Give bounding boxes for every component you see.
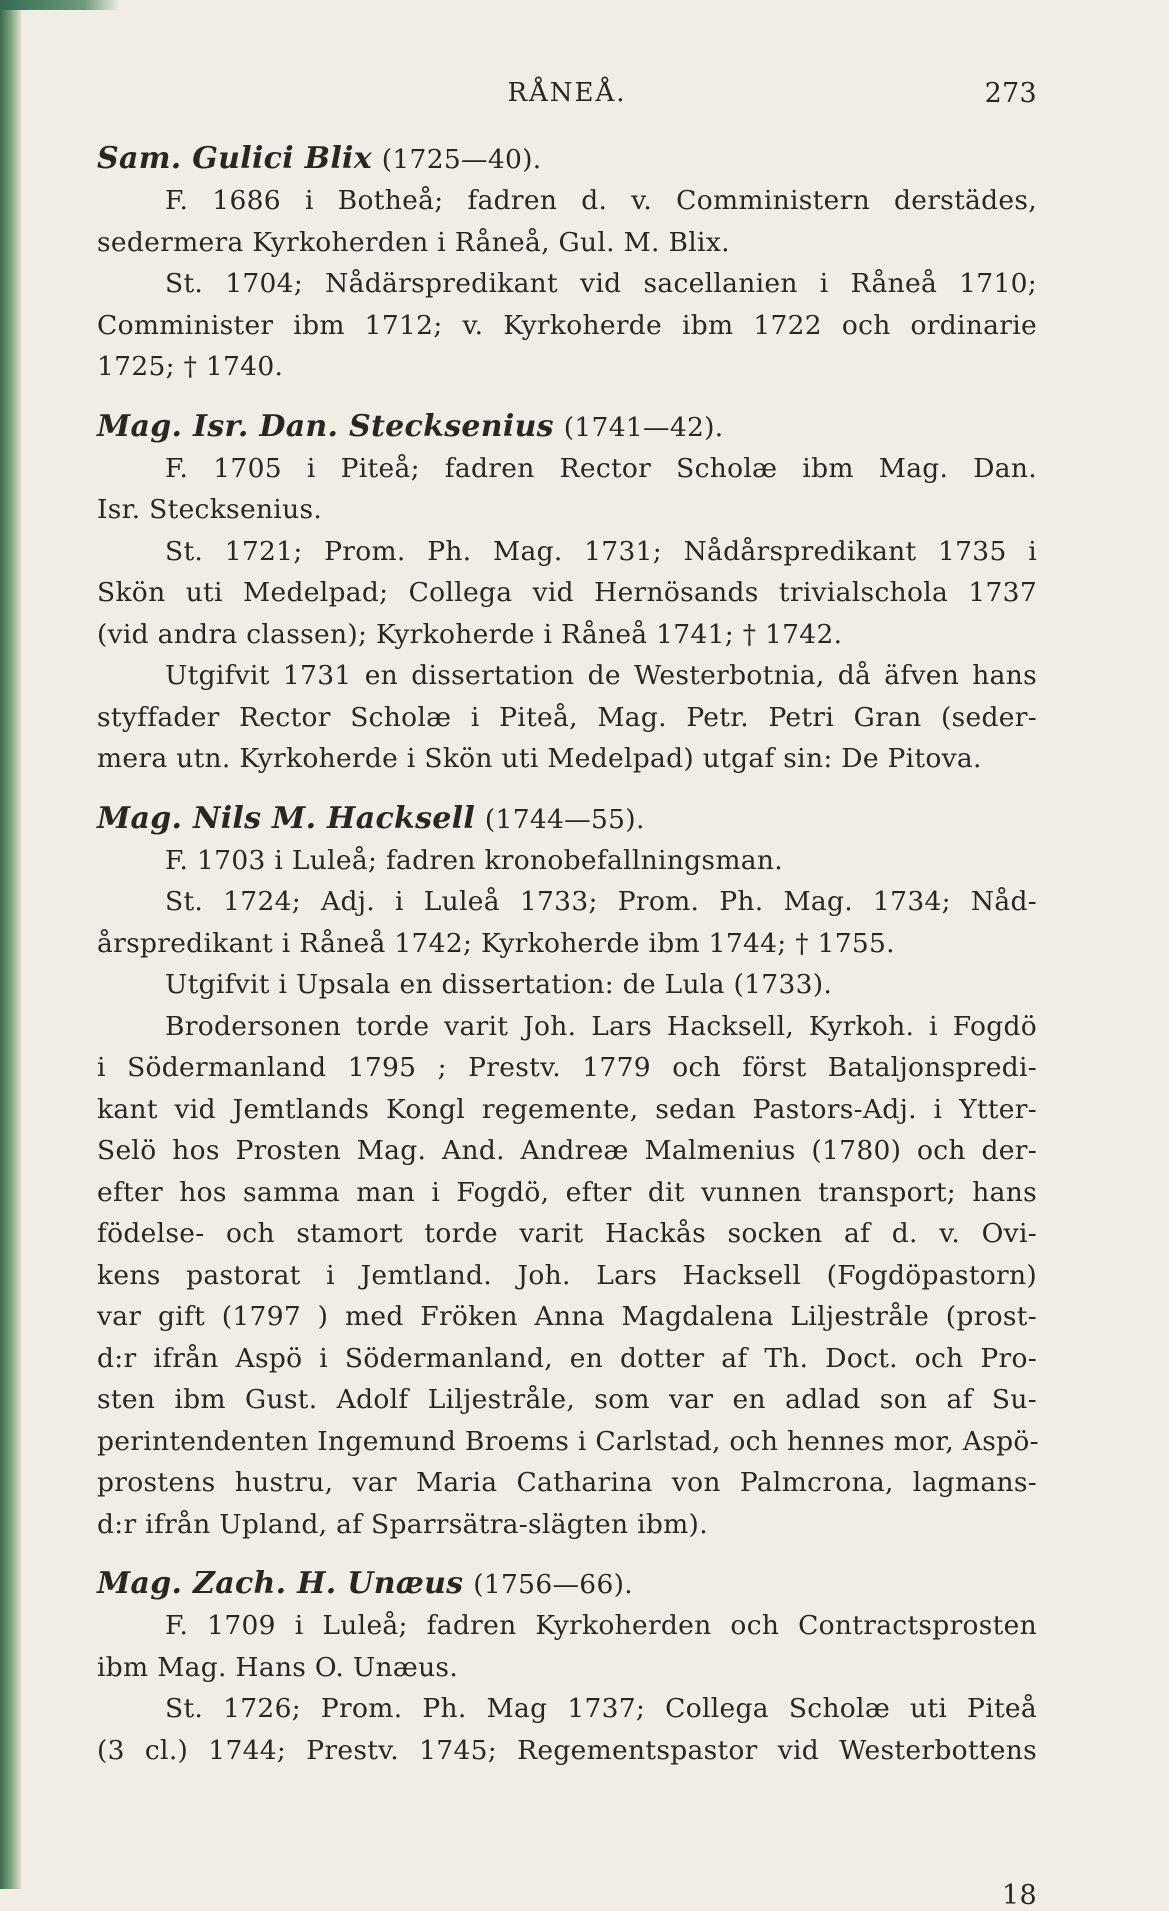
text-line: kens pastorat i Jemtland. Joh. Lars Hacksell (Fogdöpastorn) (97, 1259, 1037, 1291)
text-line: prostens hustru, var Maria Catharina von Palmcrona, lagmans- (97, 1467, 1037, 1498)
page-corner-mark (0, 0, 120, 10)
text-line: Comminister ibm 1712; v. Kyrkoherde ibm 1722 och ordinarie (97, 309, 1037, 341)
text-line: (3 cl.) 1744; Prestv. 1745; Regementspastor vid Westerbottens (97, 1734, 1037, 1766)
page-binding-edge (0, 0, 22, 1889)
entry-years: (1725—40). (381, 144, 542, 175)
text-line: d:r ifrån Upland, af Sparrsätra-slägten ibm). (97, 1508, 708, 1540)
text-line: Utgifvit 1731 en dissertation de Westerbotnia, då äfven hans (165, 660, 1037, 691)
text-line: St. 1721; Prom. Ph. Mag. 1731; Nådårspredikant 1735 i (165, 535, 1037, 567)
entry-name: Mag. Nils M. Hacksell (97, 800, 476, 836)
entry-name: Sam. Gulici Blix (97, 141, 372, 176)
text-line: Selö hos Prosten Mag. And. Andreæ Malmenius (1780) och der- (97, 1135, 1037, 1166)
text-line: födelse- och stamort torde varit Hackås socken af d. v. Ovi- (97, 1218, 1037, 1249)
text-line: ibm Mag. Hans O. Unæus. (97, 1651, 459, 1683)
text-line: Brodersonen torde varit Joh. Lars Hacksell, Kyrkoh. i Fogdö (165, 1010, 1037, 1042)
text-line: årspredikant i Råneå 1742; Kyrkoherde ibm 1744; † 1755. (97, 927, 895, 959)
entry-heading (97, 1563, 1037, 1605)
text-line: Isr. Stecksenius. (97, 494, 323, 525)
text-line: St. 1726; Prom. Ph. Mag 1737; Collega Scholæ uti Piteå (165, 1693, 1037, 1724)
text-line: Skön uti Medelpad; Collega vid Hernösands trivialschola 1737 (97, 577, 1037, 608)
entry-heading (97, 798, 1037, 840)
book-page (97, 72, 1039, 1911)
text-line: Utgifvit i Upsala en dissertation: de Lula (1733). (165, 969, 833, 1000)
text-line: mera utn. Kyrkoherde i Skön uti Medelpad) utgaf sin: De Pitova. (97, 743, 982, 774)
entry-heading (97, 138, 1037, 180)
entry-hacksell (97, 798, 1037, 1546)
text-line: F. 1705 i Piteå; fadren Rector Scholæ ibm Mag. Dan. (165, 452, 1037, 484)
text-line: (vid andra classen); Kyrkoherde i Råneå 1741; † 1742. (97, 618, 843, 650)
text-line: St. 1704; Nådärspredikant vid sacellanien i Råneå 1710; (165, 268, 1037, 299)
text-line: d:r ifrån Aspö i Södermanland, en dotter af Th. Doct. och Pro- (97, 1342, 1037, 1374)
page-number: 273 (984, 78, 1037, 109)
text-line: efter hos samma man i Fogdö, efter dit vunnen transport; hans (97, 1176, 1037, 1208)
text-line: St. 1724; Adj. i Luleå 1733; Prom. Ph. Mag. 1734; Nåd- (165, 886, 1037, 917)
entry-unaeus (97, 1563, 1037, 1771)
entry-name: Mag. Isr. Dan. Stecksenius (97, 408, 554, 444)
text-line: F. 1709 i Luleå; fadren Kyrkoherden och Contractsprosten (165, 1610, 1037, 1641)
entry-heading (97, 406, 1037, 448)
entry-name: Mag. Zach. H. Unæus (97, 1566, 464, 1601)
entry-blix (97, 138, 1037, 388)
text-line: F. 1703 i Luleå; fadren kronobefallningsman. (165, 844, 783, 876)
text-line: 1725; † 1740. (97, 351, 284, 382)
entry-stecksenius (97, 406, 1037, 780)
running-title: RÅNEÅ. (507, 78, 627, 108)
text-line: F. 1686 i Botheå; fadren d. v. Comministern derstädes, (165, 185, 1037, 216)
text-line: styffader Rector Scholæ i Piteå, Mag. Petr. Petri Gran (seder- (97, 701, 1037, 733)
running-header (97, 72, 1037, 112)
text-line: i Södermanland 1795 ; Prestv. 1779 och först Bataljonspredi- (97, 1052, 1037, 1083)
entry-years: (1741—42). (563, 411, 724, 443)
text-line: perintendenten Ingemund Broems i Carlstad, och hennes mor, Aspö- (97, 1425, 1039, 1457)
text-line: kant vid Jemtlands Kongl regemente, sedan Pastors-Adj. i Ytter- (97, 1093, 1037, 1125)
text-line: sedermera Kyrkoherden i Råneå, Gul. M. Blix. (97, 226, 730, 258)
text-line: var gift (1797 ) med Fröken Anna Magdalena Liljestråle (prost- (97, 1301, 1037, 1332)
text-line: sten ibm Gust. Adolf Liljestråle, som var en adlad son af Su- (97, 1384, 1037, 1415)
entry-years: (1756—66). (473, 1569, 633, 1600)
signature-mark: 18 (1002, 1880, 1037, 1911)
entry-years: (1744—55). (484, 803, 645, 835)
